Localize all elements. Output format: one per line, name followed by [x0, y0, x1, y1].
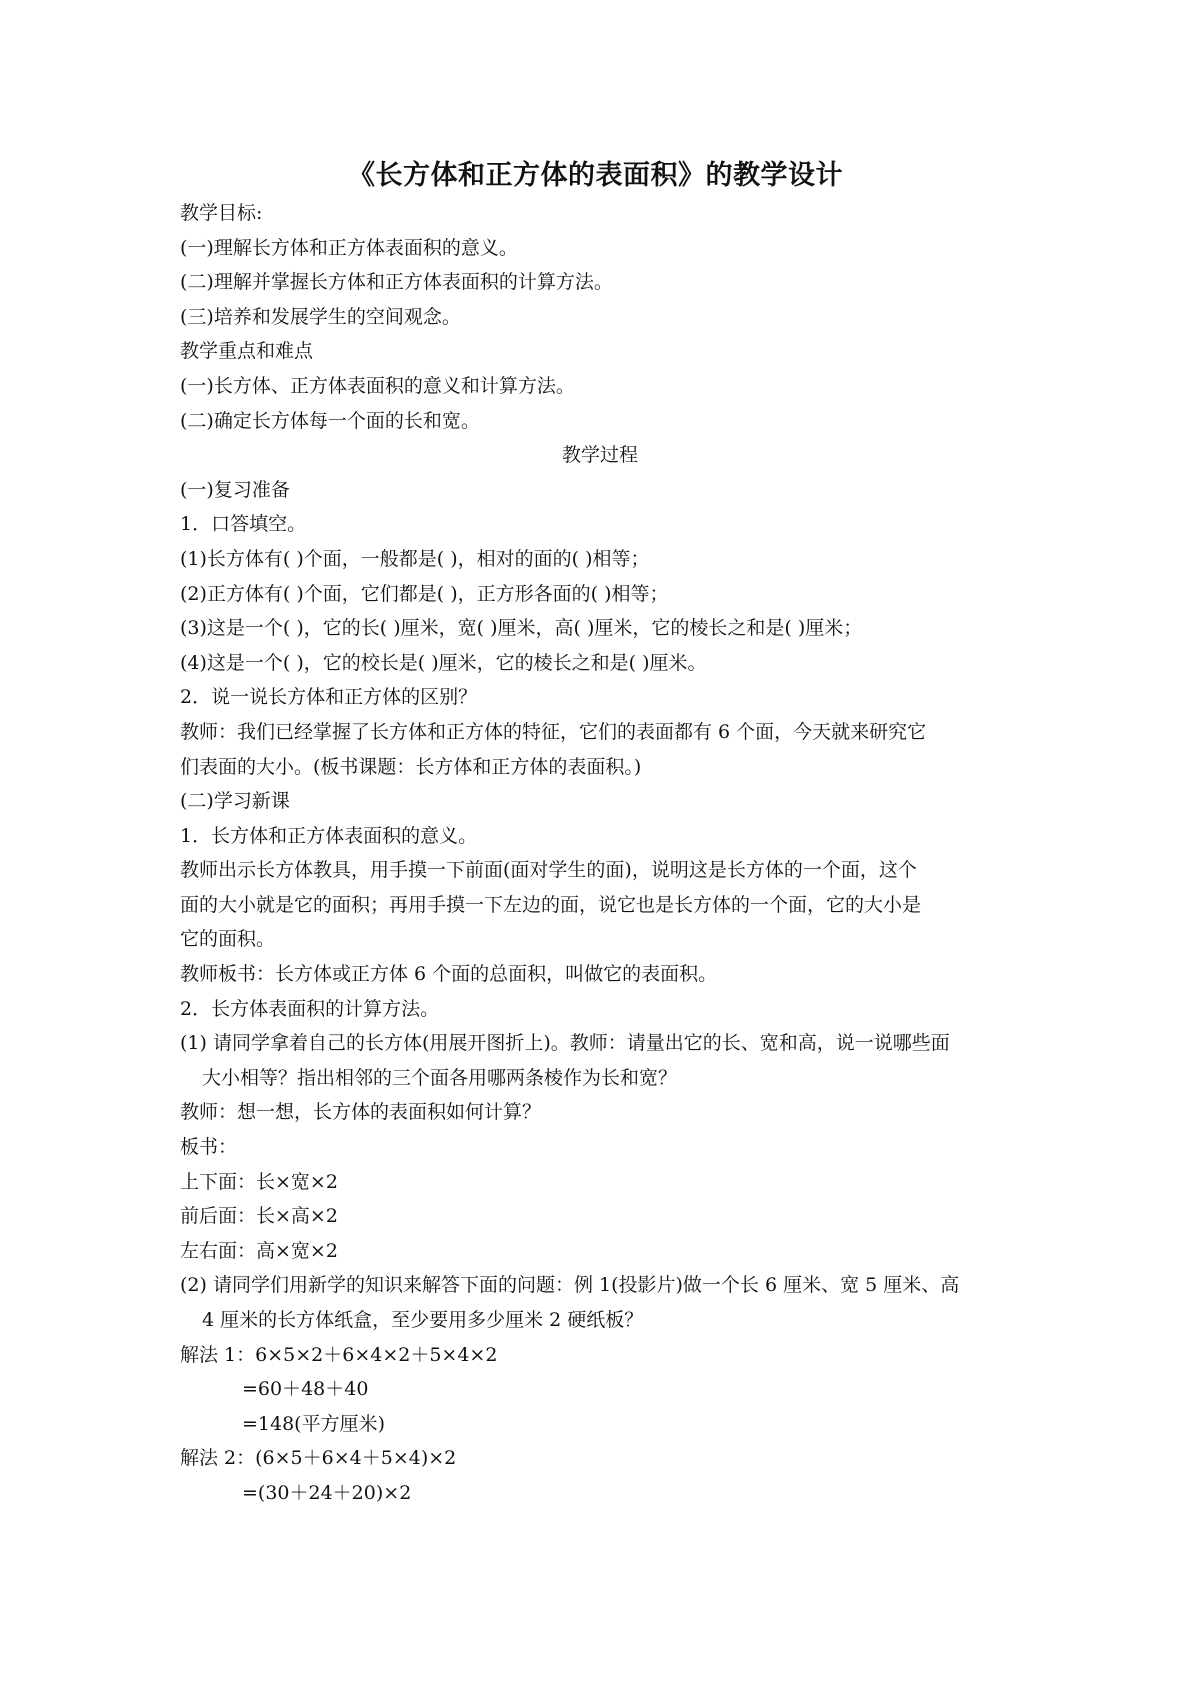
paragraph-line: 教师板书：长方体或正方体 6 个面的总面积，叫做它的表面积。	[180, 963, 718, 986]
paragraph-line: 们表面的大小。(板书课题：长方体和正方体的表面积。)	[180, 755, 642, 778]
objective-item: (一)理解长方体和正方体表面积的意义。	[180, 236, 518, 259]
paragraph-line: 教师：我们已经掌握了长方体和正方体的特征，它们的表面都有 6 个面，今天就来研究它	[180, 720, 927, 743]
subsection-heading-new-lesson: (二)学习新课	[180, 790, 290, 813]
fill-blank-item: (4)这是一个( )，它的校长是( )厘米，它的棱长之和是( )厘米。	[180, 651, 707, 674]
numbered-item: 1．长方体和正方体表面积的意义。	[180, 824, 478, 847]
solution-line: 解法 1：6×5×2＋6×4×2＋5×4×2	[180, 1343, 498, 1366]
formula-line: 上下面：长×宽×2	[180, 1170, 338, 1193]
solution-step: =60＋48＋40	[242, 1378, 369, 1401]
solution-step: =(30＋24＋20)×2	[242, 1481, 412, 1504]
formula-line: 左右面：高×宽×2	[180, 1239, 338, 1262]
paragraph-line: 它的面积。	[180, 928, 276, 951]
document-title: 《长方体和正方体的表面积》的教学设计	[348, 160, 843, 191]
fill-blank-item: (1)长方体有( )个面，一般都是( )，相对的面的( )相等；	[180, 547, 650, 570]
paragraph-line: 板书：	[180, 1136, 238, 1159]
paragraph-line: 面的大小就是它的面积；再用手摸一下左边的面，说它也是长方体的一个面，它的大小是	[180, 893, 922, 916]
paragraph-line: (2) 请同学们用新学的知识来解答下面的问题：例 1(投影片)做一个长 6 厘米、宽 5 厘米、高	[180, 1274, 960, 1297]
subsection-heading-review: (一)复习准备	[180, 478, 290, 501]
formula-line: 前后面：长×高×2	[180, 1205, 338, 1228]
numbered-item: 1．口答填空。	[180, 513, 307, 536]
numbered-item: 2．长方体表面积的计算方法。	[180, 997, 440, 1020]
key-point-item: (二)确定长方体每一个面的长和宽。	[180, 409, 480, 432]
solution-line: 解法 2：(6×5＋6×4＋5×4)×2	[180, 1447, 457, 1470]
fill-blank-item: (2)正方体有( )个面，它们都是( )，正方形各面的( )相等；	[180, 582, 669, 605]
objective-item: (二)理解并掌握长方体和正方体表面积的计算方法。	[180, 271, 613, 294]
solution-step: =148(平方厘米)	[242, 1412, 386, 1435]
document-body	[180, 196, 1020, 1511]
numbered-item: 2．说一说长方体和正方体的区别？	[180, 686, 478, 709]
paragraph-line: 教师：想一想，长方体的表面积如何计算？	[180, 1101, 542, 1124]
paragraph-line: (1) 请同学拿着自己的长方体(用展开图折上)。教师：请量出它的长、宽和高，说一说哪些面	[180, 1032, 950, 1055]
paragraph-line-continued: 4 厘米的长方体纸盒，至少要用多少厘米 2 硬纸板？	[202, 1309, 644, 1331]
paragraph-line: 教师出示长方体教具，用手摸一下前面(面对学生的面)，说明这是长方体的一个面，这个	[180, 859, 917, 882]
key-point-item: (一)长方体、正方体表面积的意义和计算方法。	[180, 374, 575, 397]
section-heading-process: 教学过程	[561, 444, 638, 467]
fill-blank-item: (3)这是一个( )，它的长( )厘米，宽( )厘米，高( )厘米，它的棱长之和是( )厘米；	[180, 617, 863, 640]
section-heading-key-points: 教学重点和难点	[180, 340, 314, 363]
section-heading-objectives: 教学目标:	[180, 202, 263, 224]
objective-item: (三)培养和发展学生的空间观念。	[180, 305, 461, 328]
paragraph-line-continued: 大小相等？指出相邻的三个面各用哪两条棱作为长和宽？	[202, 1066, 678, 1089]
